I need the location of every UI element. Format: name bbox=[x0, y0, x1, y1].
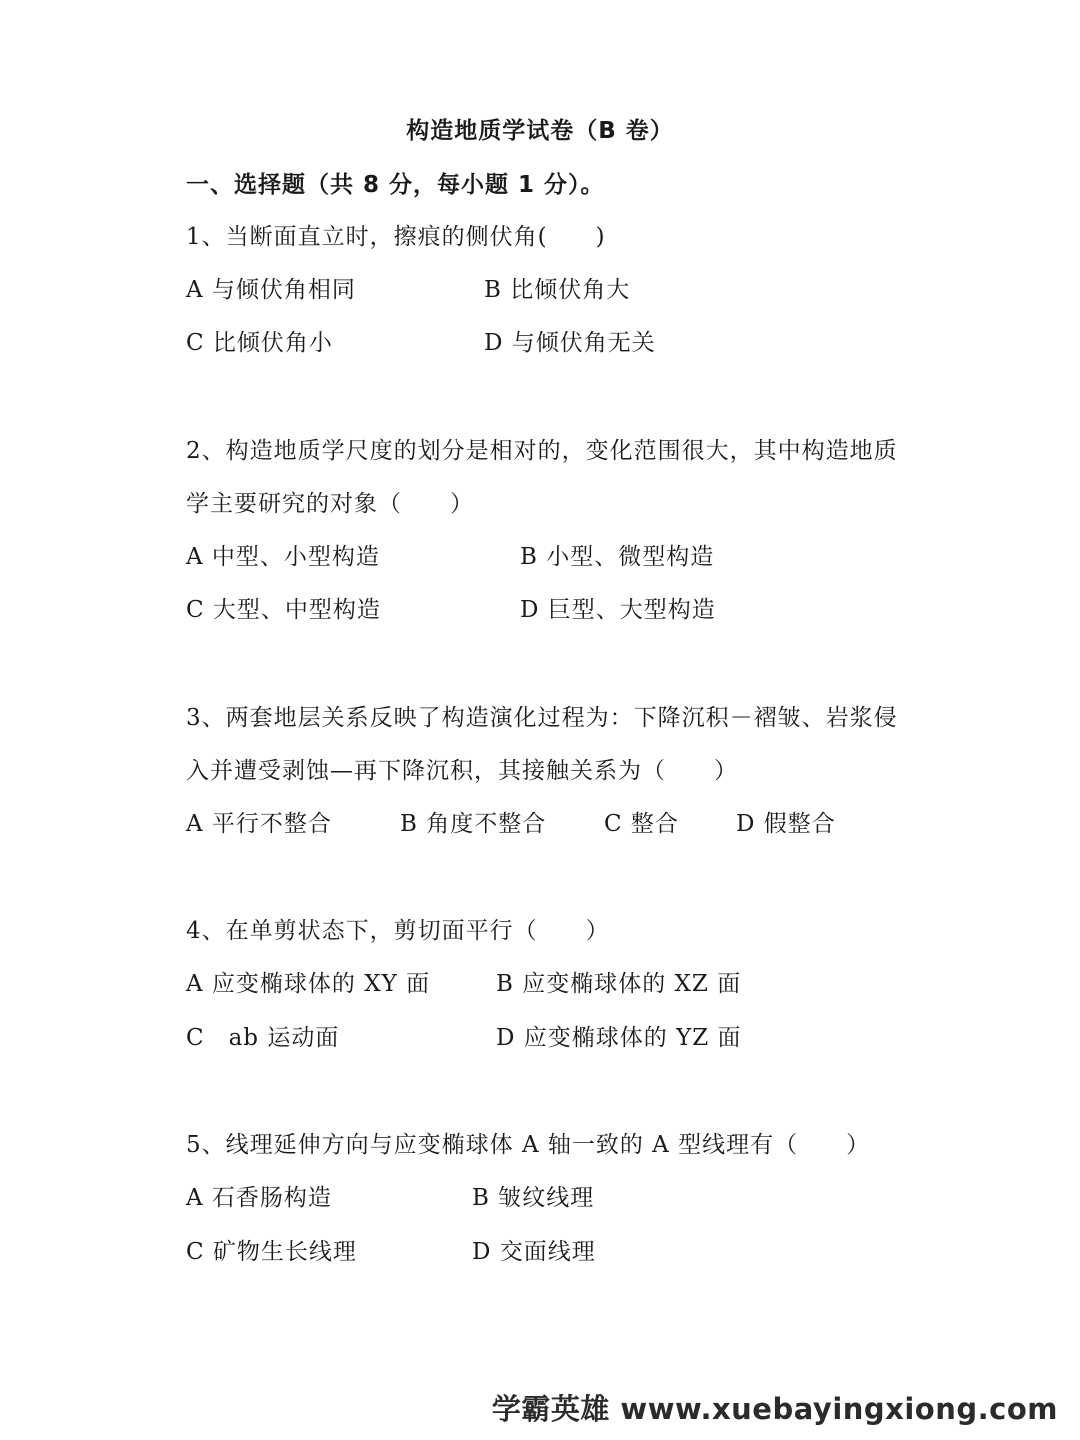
q4-option-c: C ab 运动面 bbox=[186, 1025, 340, 1051]
question-2-text-line-2: 学主要研究的对象（ ） bbox=[186, 491, 474, 517]
q5-option-c: C 矿物生长线理 bbox=[186, 1239, 357, 1265]
q5-option-b: B 皱纹线理 bbox=[472, 1185, 595, 1211]
question-4-text: 4、在单剪状态下，剪切面平行（ ） bbox=[186, 918, 610, 944]
q2-option-b: B 小型、微型构造 bbox=[520, 544, 715, 570]
q3-option-b: B 角度不整合 bbox=[400, 811, 547, 837]
q4-option-a: A 应变椭球体的 XY 面 bbox=[186, 971, 431, 997]
q1-option-b: B 比倾伏角大 bbox=[484, 277, 631, 303]
watermark: 学霸英雄 www.xuebayingxiong.com bbox=[491, 1392, 1058, 1426]
q5-option-d: D 交面线理 bbox=[472, 1239, 596, 1265]
question-1-text: 1、当断面直立时，擦痕的侧伏角( ) bbox=[186, 224, 606, 250]
q3-option-d: D 假整合 bbox=[736, 811, 836, 837]
question-2-text-line-1: 2、构造地质学尺度的划分是相对的，变化范围很大，其中构造地质 bbox=[186, 438, 898, 464]
section-heading: 一、选择题（共 8 分，每小题 1 分）。 bbox=[186, 172, 605, 198]
question-5-text: 5、线理延伸方向与应变椭球体 A 轴一致的 A 型线理有（ ） bbox=[186, 1132, 871, 1158]
q1-option-c: C 比倾伏角小 bbox=[186, 330, 333, 356]
q1-option-d: D 与倾伏角无关 bbox=[484, 330, 656, 356]
q2-option-a: A 中型、小型构造 bbox=[186, 544, 380, 570]
q3-option-c: C 整合 bbox=[604, 811, 679, 837]
q4-option-d: D 应变椭球体的 YZ 面 bbox=[496, 1025, 742, 1051]
q5-option-a: A 石香肠构造 bbox=[186, 1185, 332, 1211]
q2-option-d: D 巨型、大型构造 bbox=[520, 597, 716, 623]
q4-option-b: B 应变椭球体的 XZ 面 bbox=[496, 971, 742, 997]
question-3-text-line-1: 3、两套地层关系反映了构造演化过程为：下降沉积－褶皱、岩浆侵 bbox=[186, 705, 898, 731]
q1-option-a: A 与倾伏角相同 bbox=[186, 277, 356, 303]
q3-option-a: A 平行不整合 bbox=[186, 811, 332, 837]
exam-title: 构造地质学试卷（B 卷） bbox=[406, 118, 674, 144]
question-3-text-line-2: 入并遭受剥蚀—再下降沉积，其接触关系为（ ） bbox=[186, 758, 738, 784]
q2-option-c: C 大型、中型构造 bbox=[186, 597, 381, 623]
